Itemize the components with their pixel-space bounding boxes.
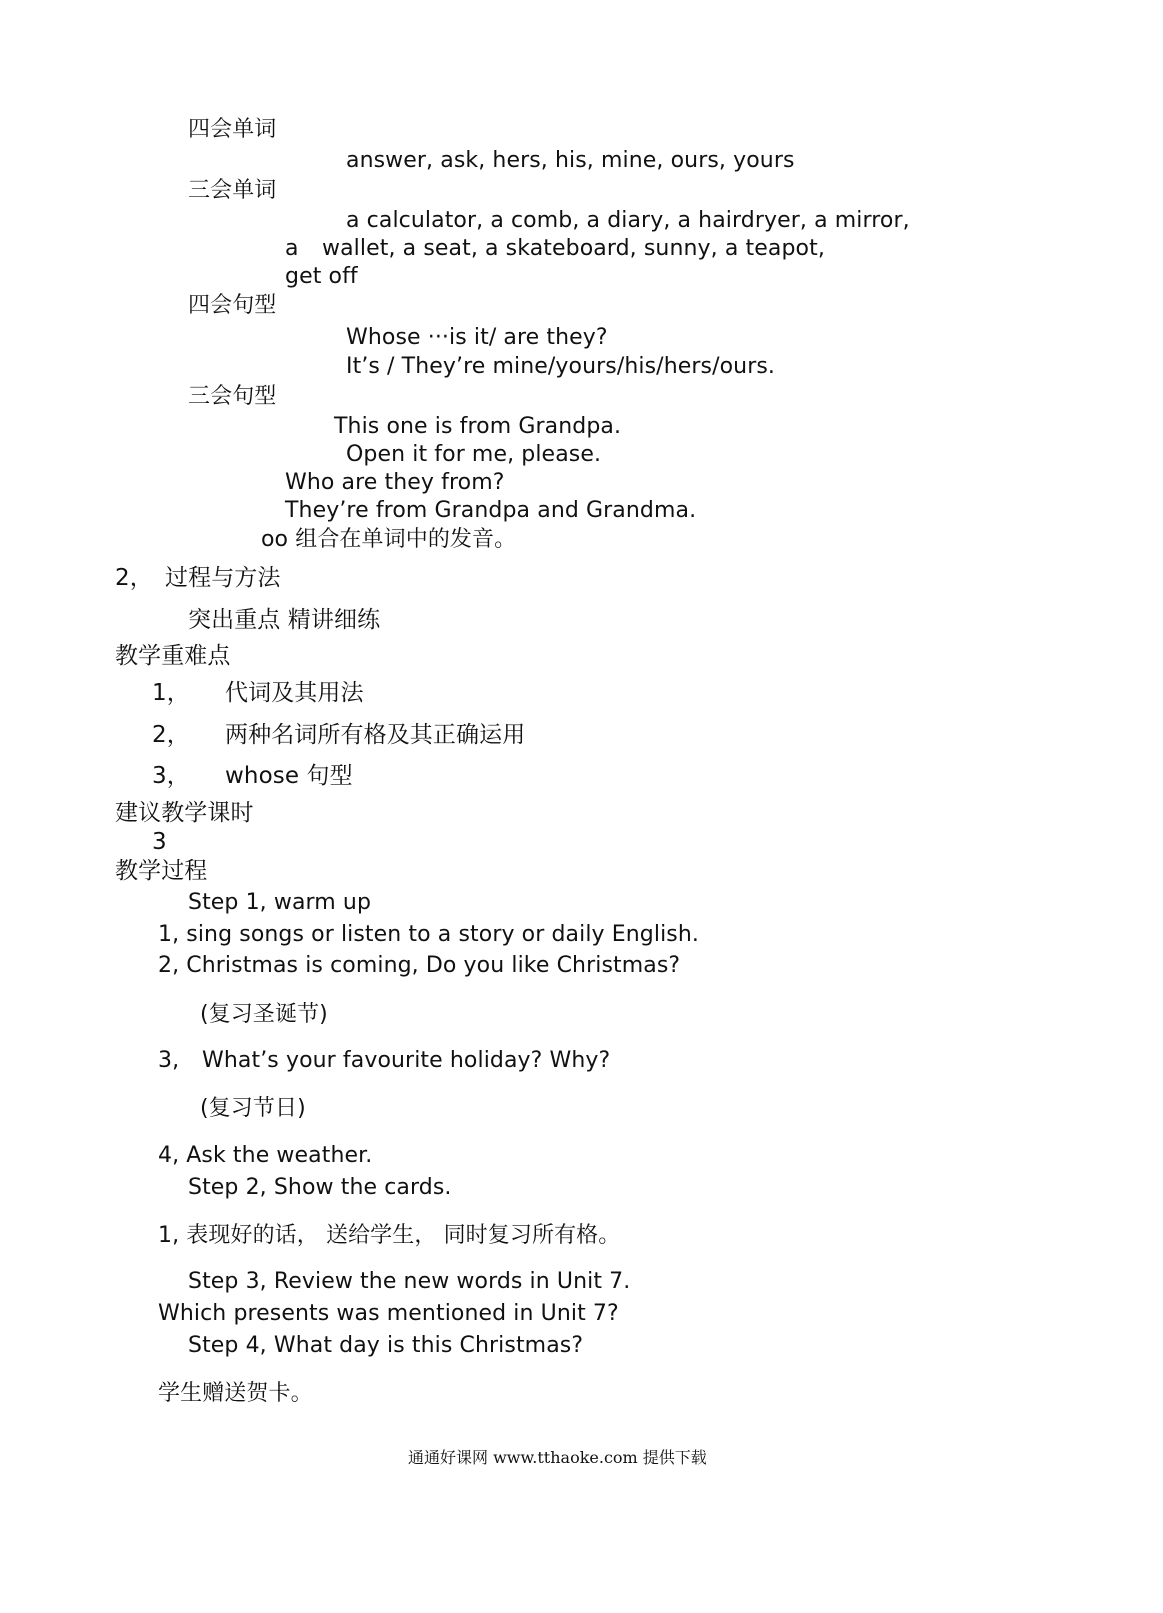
key-point-3-number: 3， bbox=[152, 763, 190, 789]
key-point-1-number: 1， bbox=[152, 680, 190, 706]
key-point-3-text: whose 句型 bbox=[225, 763, 353, 789]
process-methods-number: 2， bbox=[115, 565, 153, 591]
three-skill-sentence-2: Open it for me, please. bbox=[346, 442, 602, 467]
step-1-note-2: (复习圣诞节) bbox=[200, 1002, 328, 1027]
key-point-2-text: 两种名词所有格及其正确运用 bbox=[225, 722, 526, 748]
phonics-note: oo 组合在单词中的发音。 bbox=[261, 527, 517, 552]
step-2-title: Step 2, Show the cards. bbox=[188, 1175, 452, 1200]
three-skill-words-line2: wallet, a seat, a skateboard, sunny, a teapot, bbox=[322, 236, 825, 261]
four-skill-sentence-2: It’s / They’re mine/yours/his/hers/ours. bbox=[346, 354, 775, 379]
teaching-process-heading: 教学过程 bbox=[115, 858, 208, 884]
step-1-item-3-number: 3, bbox=[158, 1048, 180, 1073]
step-1-item-1: 1, sing songs or listen to a story or daily English. bbox=[158, 922, 699, 947]
key-point-2-number: 2， bbox=[152, 722, 190, 748]
three-skill-sentence-4: They’re from Grandpa and Grandma. bbox=[285, 498, 697, 523]
key-point-1-text: 代词及其用法 bbox=[225, 680, 364, 706]
process-methods-heading: 过程与方法 bbox=[165, 565, 281, 591]
step-1-title: Step 1, warm up bbox=[188, 890, 372, 915]
three-skill-words-line3: get off bbox=[285, 264, 358, 289]
step-4-note: 学生赠送贺卡。 bbox=[158, 1381, 313, 1406]
step-3-title: Step 3, Review the new words in Unit 7. bbox=[188, 1269, 631, 1294]
step-2-item-1: 1, 表现好的话， 送给学生， 同时复习所有格。 bbox=[158, 1223, 621, 1248]
three-skill-words-line2-prefix: a bbox=[285, 236, 299, 261]
four-skill-words: answer, ask, hers, his, mine, ours, yours bbox=[346, 148, 795, 173]
step-1-item-2: 2, Christmas is coming, Do you like Christmas? bbox=[158, 953, 681, 978]
four-skill-sentence-1: Whose ···is it/ are they? bbox=[346, 325, 608, 350]
key-points-heading: 教学重难点 bbox=[115, 643, 231, 669]
three-skill-words-line1: a calculator, a comb, a diary, a hairdryer, a mirror, bbox=[346, 208, 910, 233]
step-4-title: Step 4, What day is this Christmas? bbox=[188, 1333, 584, 1358]
process-methods-content: 突出重点 精讲细练 bbox=[188, 607, 381, 633]
step-1-note-3: (复习节日) bbox=[200, 1096, 306, 1121]
four-skill-words-heading: 四会单词 bbox=[188, 117, 277, 142]
three-skill-words-heading: 三会单词 bbox=[188, 178, 277, 203]
step-3-question: Which presents was mentioned in Unit 7? bbox=[158, 1301, 619, 1326]
three-skill-sentence-3: Who are they from? bbox=[285, 470, 505, 495]
four-skill-sentences-heading: 四会句型 bbox=[188, 293, 277, 318]
step-1-item-4: 4, Ask the weather. bbox=[158, 1143, 373, 1168]
three-skill-sentence-1: This one is from Grandpa. bbox=[334, 414, 622, 439]
three-skill-sentences-heading: 三会句型 bbox=[188, 384, 277, 409]
step-1-item-3: What’s your favourite holiday? Why? bbox=[202, 1048, 611, 1073]
lesson-hours-heading: 建议教学课时 bbox=[115, 800, 254, 826]
footer-credit: 通通好课网 www.tthaoke.com 提供下载 bbox=[408, 1448, 707, 1467]
lesson-hours-value: 3 bbox=[152, 829, 167, 855]
